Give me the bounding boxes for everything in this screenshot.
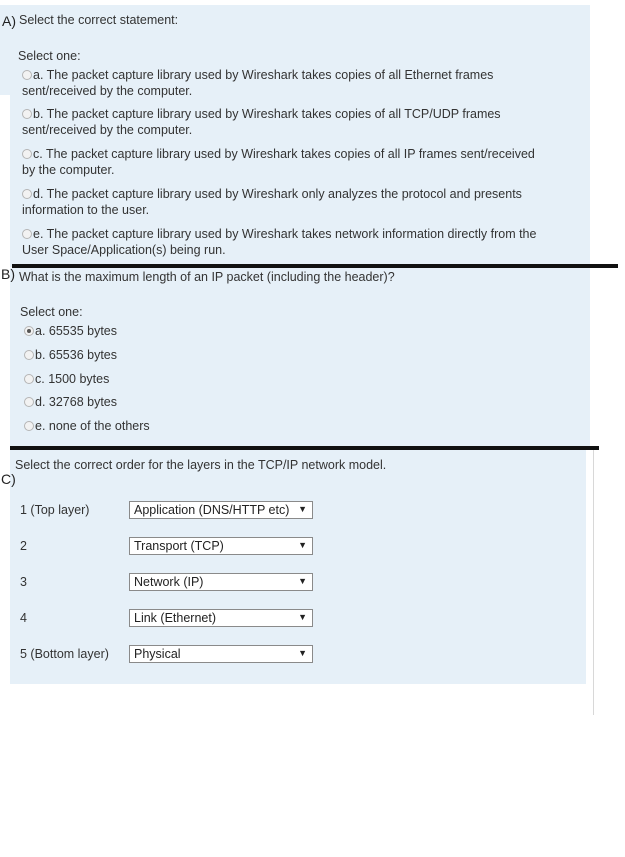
radio-selected-icon[interactable] — [24, 326, 34, 336]
layer-row-2-value: Transport (TCP) — [134, 539, 224, 553]
question-c-text: Select the correct order for the layers in the TCP/IP network model. — [15, 458, 387, 472]
option-b-e-label: e. none of the others — [35, 419, 150, 433]
layer-row-5-select[interactable] — [129, 645, 313, 663]
layer-row-3-select[interactable] — [129, 573, 313, 591]
radio-icon[interactable] — [24, 397, 34, 407]
option-b-a-label: a. 65535 bytes — [35, 324, 118, 338]
layer-row-4-label: 4 — [20, 611, 27, 625]
layer-row-2-select[interactable] — [129, 537, 313, 555]
chevron-down-icon[interactable]: ▼ — [298, 504, 307, 514]
chevron-down-icon[interactable]: ▼ — [298, 576, 307, 586]
question-b-letter: B) — [1, 266, 15, 282]
layer-row-2-label: 2 — [20, 539, 27, 553]
question-a-text: Select the correct statement: — [19, 13, 179, 27]
option-b-c-label: c. 1500 bytes — [35, 372, 110, 386]
option-a-line2: sent/received by the computer. — [22, 84, 193, 98]
radio-icon[interactable] — [24, 350, 34, 360]
radio-icon[interactable] — [24, 421, 34, 431]
layer-row-4-select[interactable] — [129, 609, 313, 627]
radio-icon[interactable] — [24, 374, 34, 384]
layer-row-3-label: 3 — [20, 575, 27, 589]
option-c-line2: by the computer. — [22, 163, 115, 177]
right-edge-line — [593, 450, 594, 715]
layer-row-1-label: 1 (Top layer) — [20, 503, 90, 517]
radio-icon[interactable] — [22, 189, 32, 199]
question-b-option-c[interactable] — [24, 371, 109, 387]
question-b-option-b[interactable] — [24, 347, 117, 363]
option-b-d-label: d. 32768 bytes — [35, 395, 118, 409]
chevron-down-icon[interactable]: ▼ — [298, 612, 307, 622]
question-a-select-label: Select one: — [18, 49, 81, 63]
layer-row-4-value: Link (Ethernet) — [134, 611, 216, 625]
option-b-line1: b. The packet capture library used by Wireshark takes copies of all TCP/UDP frames — [33, 107, 501, 121]
option-b-line2: sent/received by the computer. — [22, 123, 193, 137]
option-b-b-label: b. 65536 bytes — [35, 348, 118, 362]
question-a-option-c[interactable] — [22, 146, 535, 178]
question-a-option-d[interactable] — [22, 186, 522, 218]
radio-icon[interactable] — [22, 229, 32, 239]
question-b-option-e[interactable] — [24, 418, 150, 434]
option-e-line2: User Space/Application(s) being run. — [22, 243, 226, 257]
question-b-select-label: Select one: — [20, 305, 83, 319]
chevron-down-icon[interactable]: ▼ — [298, 540, 307, 550]
layer-row-5-label: 5 (Bottom layer) — [20, 647, 109, 661]
option-c-line1: c. The packet capture library used by Wireshark takes copies of all IP frames sent/received — [33, 147, 535, 161]
question-a-letter: A) — [2, 13, 16, 29]
question-a-option-e[interactable] — [22, 226, 536, 258]
option-a-line1: a. The packet capture library used by Wireshark takes copies of all Ethernet frames — [33, 68, 494, 82]
option-d-line1: d. The packet capture library used by Wireshark only analyzes the protocol and presents — [33, 187, 522, 201]
layer-row-3-value: Network (IP) — [134, 575, 204, 589]
radio-icon[interactable] — [22, 109, 32, 119]
question-a-option-a[interactable] — [22, 67, 493, 99]
question-b-option-d[interactable] — [24, 394, 117, 410]
question-b-text: What is the maximum length of an IP packet (including the header)? — [19, 270, 395, 284]
layer-row-5-value: Physical — [134, 647, 181, 661]
question-c-letter: C) — [1, 471, 16, 487]
question-a-option-b[interactable] — [22, 106, 501, 138]
chevron-down-icon[interactable]: ▼ — [298, 648, 307, 658]
question-b-option-a[interactable] — [24, 323, 117, 339]
option-d-line2: information to the user. — [22, 203, 150, 217]
layer-row-1-value: Application (DNS/HTTP etc) — [134, 503, 290, 517]
radio-icon[interactable] — [22, 70, 32, 80]
option-e-line1: e. The packet capture library used by Wireshark takes network information directly from the — [33, 227, 537, 241]
layer-row-1-select[interactable] — [129, 501, 313, 519]
radio-icon[interactable] — [22, 149, 32, 159]
